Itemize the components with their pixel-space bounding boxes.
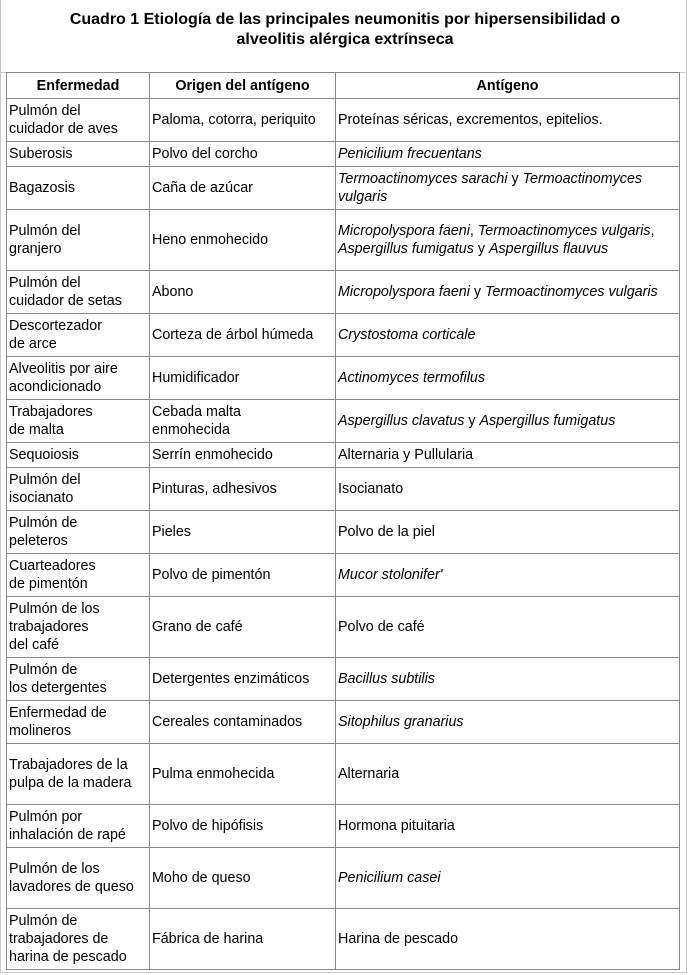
origin-cell <box>150 142 336 167</box>
antigen-cell <box>336 210 680 271</box>
antigen-cell <box>336 658 680 701</box>
caption-line-1: Cuadro 1 Etiología de las principales neumonitis por hipersensibilidad o <box>69 11 621 28</box>
table-body <box>7 99 680 970</box>
antigen-species: Aspergillus fumigatus <box>479 413 616 429</box>
antigen-species: Penicilium frecuentans <box>338 146 482 162</box>
origin-text: Cereales contaminados <box>152 714 303 730</box>
antigen-species: Penicilium casei <box>338 870 441 886</box>
origin-text: Pulma enmohecida <box>152 766 275 782</box>
table-row <box>7 597 680 658</box>
disease-cell <box>7 597 150 658</box>
antigen-cell <box>336 314 680 357</box>
origin-text: Polvo del corcho <box>152 146 258 162</box>
disease-cell <box>7 357 150 400</box>
origin-text: Caña de azúcar <box>152 180 253 196</box>
disease-text: lavadores de queso <box>9 879 134 895</box>
disease-text: molineros <box>9 723 71 739</box>
origin-text: enmohecida <box>152 422 230 438</box>
disease-text: de malta <box>9 422 64 438</box>
origin-text: Abono <box>152 284 194 300</box>
disease-cell <box>7 314 150 357</box>
origin-cell <box>150 357 336 400</box>
disease-text: de pimentón <box>9 576 88 592</box>
disease-text: cuidador de setas <box>9 293 122 309</box>
disease-cell <box>7 210 150 271</box>
origin-text: Cebada malta <box>152 404 242 420</box>
disease-text: Pulmón del <box>9 223 81 239</box>
disease-text: los detergentes <box>9 680 107 696</box>
antigen-text: Hormona pituitaria <box>338 818 455 834</box>
origin-cell <box>150 744 336 805</box>
antigen-species: Termoactinomyces vulgaris <box>485 284 658 300</box>
table-row <box>7 167 680 210</box>
table-row <box>7 554 680 597</box>
header-disease: Enfermedad <box>7 73 150 99</box>
origin-cell <box>150 400 336 443</box>
etiology-table <box>6 72 680 970</box>
disease-text: isocianato <box>9 490 74 506</box>
disease-cell <box>7 99 150 142</box>
origin-text: Humidificador <box>152 370 240 386</box>
antigen-species: Sitophilus granarius <box>338 714 464 730</box>
origin-text: Serrín enmohecido <box>152 447 273 463</box>
antigen-species: Termoactinomyces vulgaris <box>477 223 651 239</box>
antigen-species: Micropolyspora faeni <box>338 284 470 300</box>
header-antigen: Antígeno <box>336 73 680 99</box>
origin-cell <box>150 271 336 314</box>
disease-text: Descortezador <box>9 318 102 334</box>
origin-text: Pieles <box>152 524 191 540</box>
disease-cell <box>7 805 150 848</box>
antigen-text: , <box>650 223 655 239</box>
antigen-species: Aspergillus flauvus <box>488 241 609 257</box>
antigen-cell <box>336 805 680 848</box>
disease-cell <box>7 167 150 210</box>
origin-cell <box>150 511 336 554</box>
origin-text: Pinturas, adhesivos <box>152 481 277 497</box>
table-row <box>7 511 680 554</box>
antigen-species: Crystostoma corticale <box>338 327 476 343</box>
antigen-cell <box>336 271 680 314</box>
antigen-text: y <box>507 171 523 187</box>
disease-text: acondicionado <box>9 379 102 395</box>
origin-cell <box>150 805 336 848</box>
antigen-cell <box>336 99 680 142</box>
disease-text: Pulmón de los <box>9 861 100 877</box>
disease-cell <box>7 701 150 744</box>
origin-text: Corteza de árbol húmeda <box>152 327 314 343</box>
disease-text: harina de pescado <box>9 949 127 965</box>
disease-cell <box>7 744 150 805</box>
disease-text: del café <box>9 637 60 653</box>
disease-text: peleteros <box>9 533 68 549</box>
table-row <box>7 658 680 701</box>
antigen-species: Bacillus subtilis <box>338 671 435 687</box>
table-row <box>7 744 680 805</box>
table-row <box>7 468 680 511</box>
disease-text: Pulmón de <box>9 913 78 929</box>
disease-cell <box>7 271 150 314</box>
antigen-text: Isocianato <box>338 481 404 497</box>
table-row <box>7 314 680 357</box>
antigen-species: Termoactinomyces sarachi <box>338 171 508 187</box>
table-row <box>7 142 680 167</box>
antigen-cell <box>336 400 680 443</box>
antigen-cell <box>336 167 680 210</box>
origin-cell <box>150 167 336 210</box>
table-row <box>7 848 680 909</box>
disease-text: Trabajadores <box>9 404 93 420</box>
disease-text: Alveolitis por aire <box>9 361 118 377</box>
disease-text: Trabajadores de la <box>9 757 128 773</box>
disease-text: Cuarteadores <box>9 558 96 574</box>
disease-text: Pulmón de los <box>9 601 100 617</box>
disease-text: inhalación de rapé <box>9 827 126 843</box>
disease-cell <box>7 658 150 701</box>
origin-cell <box>150 848 336 909</box>
antigen-cell <box>336 744 680 805</box>
disease-text: trabajadores <box>9 619 89 635</box>
origin-cell <box>150 468 336 511</box>
header-row <box>7 73 680 99</box>
disease-text: Suberosis <box>9 146 73 162</box>
disease-text: Pulmón por <box>9 809 83 825</box>
origin-cell <box>150 554 336 597</box>
origin-cell <box>150 597 336 658</box>
disease-text: pulpa de la madera <box>9 775 132 791</box>
origin-text: Fábrica de harina <box>152 931 264 947</box>
disease-text: Pulmón del <box>9 103 81 119</box>
disease-text: de arce <box>9 336 57 352</box>
origin-text: Polvo de hipófisis <box>152 818 264 834</box>
disease-text: cuidador de aves <box>9 121 118 137</box>
table-row <box>7 357 680 400</box>
antigen-cell <box>336 357 680 400</box>
antigen-text: y <box>464 413 480 429</box>
origin-cell <box>150 701 336 744</box>
caption-line-2: alveolitis alérgica extrínseca <box>236 31 454 48</box>
table-row <box>7 210 680 271</box>
disease-text: Bagazosis <box>9 180 75 196</box>
antigen-cell <box>336 597 680 658</box>
origin-text: Grano de café <box>152 619 243 635</box>
disease-text: Sequoiosis <box>9 447 79 463</box>
antigen-cell <box>336 142 680 167</box>
disease-text: granjero <box>9 241 62 257</box>
antigen-cell <box>336 511 680 554</box>
antigen-cell <box>336 848 680 909</box>
disease-cell <box>7 511 150 554</box>
origin-cell <box>150 99 336 142</box>
antigen-text: Alternaria <box>338 766 400 782</box>
origin-text: Polvo de pimentón <box>152 567 271 583</box>
antigen-species: Termoactinomyces vulgaris <box>338 171 643 205</box>
disease-text: Pulmón del <box>9 472 81 488</box>
disease-cell <box>7 443 150 468</box>
origin-cell <box>150 314 336 357</box>
disease-cell <box>7 554 150 597</box>
table-row <box>7 443 680 468</box>
disease-text: Pulmón del <box>9 275 81 291</box>
table-row <box>7 909 680 970</box>
antigen-text: Proteínas séricas, excrementos, epitelios. <box>338 112 603 128</box>
table-row <box>7 701 680 744</box>
origin-cell <box>150 658 336 701</box>
origin-text: Moho de queso <box>152 870 251 886</box>
origin-cell <box>150 443 336 468</box>
origin-text: Detergentes enzimáticos <box>152 671 310 687</box>
table-row <box>7 805 680 848</box>
disease-text: Enfermedad de <box>9 705 107 721</box>
disease-text: Pulmón de <box>9 515 78 531</box>
antigen-text: Polvo de la piel <box>338 524 435 540</box>
origin-cell <box>150 210 336 271</box>
table-row <box>7 400 680 443</box>
header-origin: Origen del antígeno <box>150 73 336 99</box>
antigen-species: Mucor stolonifer' <box>338 567 443 583</box>
antigen-text: y <box>473 241 489 257</box>
antigen-cell <box>336 443 680 468</box>
antigen-species: Aspergillus fumigatus <box>338 241 474 257</box>
antigen-text: Alternaria y Pullularia <box>338 447 474 463</box>
disease-cell <box>7 400 150 443</box>
antigen-species: Aspergillus clavatus <box>338 413 465 429</box>
antigen-cell <box>336 468 680 511</box>
disease-cell <box>7 848 150 909</box>
table-row <box>7 99 680 142</box>
antigen-species: Micropolyspora faeni <box>338 223 470 239</box>
antigen-species: Actinomyces termofilus <box>338 370 485 386</box>
antigen-cell <box>336 909 680 970</box>
antigen-text: Harina de pescado <box>338 931 459 947</box>
origin-text: Paloma, cotorra, periquito <box>152 112 316 128</box>
antigen-cell <box>336 554 680 597</box>
antigen-text: , <box>469 223 478 239</box>
table-row <box>7 271 680 314</box>
antigen-text: y <box>469 284 486 300</box>
disease-cell <box>7 909 150 970</box>
origin-cell <box>150 909 336 970</box>
antigen-text: Polvo de café <box>338 619 425 635</box>
disease-cell <box>7 468 150 511</box>
disease-text: trabajadores de <box>9 931 109 947</box>
disease-cell <box>7 142 150 167</box>
antigen-cell <box>336 701 680 744</box>
table-caption <box>12 10 678 50</box>
disease-text: Pulmón de <box>9 662 78 678</box>
origin-text: Heno enmohecido <box>152 232 269 248</box>
